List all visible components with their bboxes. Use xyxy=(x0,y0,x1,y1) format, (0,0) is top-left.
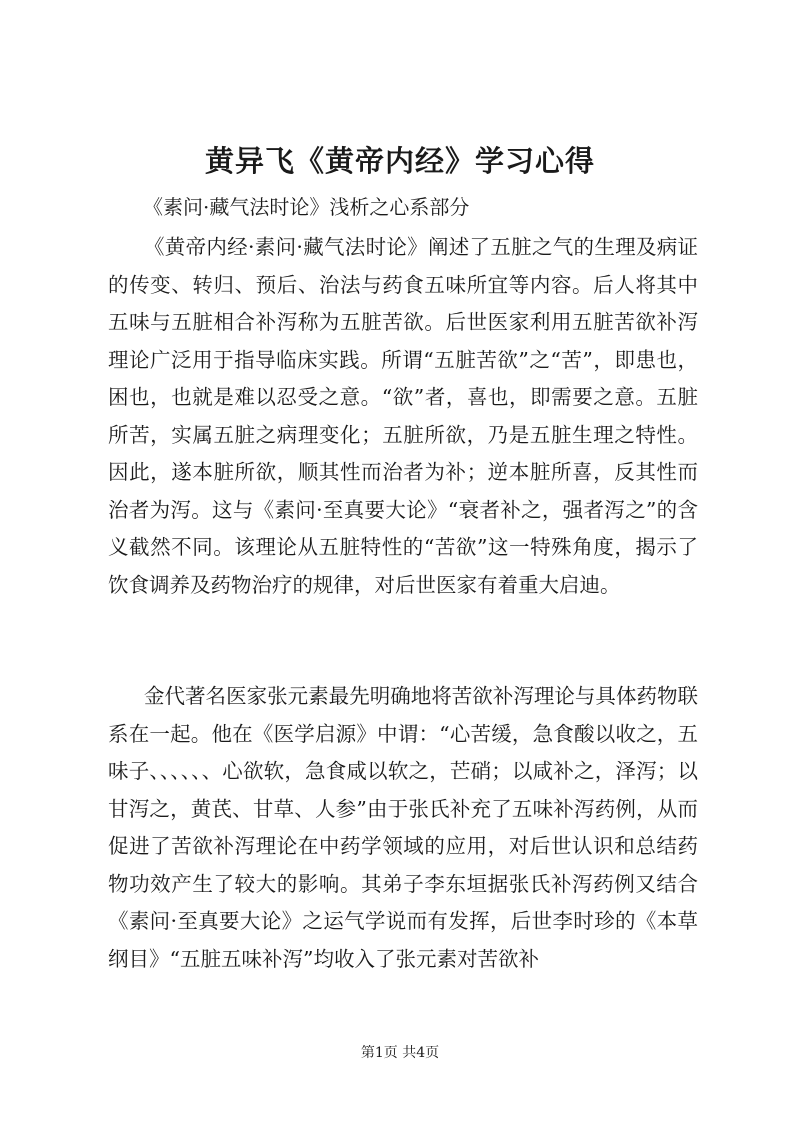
document-title: 黄异飞《黄帝内经》学习心得 xyxy=(204,144,595,178)
page-footer: 第1页 共4页 xyxy=(360,1045,440,1061)
paragraph-1: 《黄帝内经·素问·藏气法时论》阐述了五脏之气的生理及病证的传变、转归、预后、治法与药食五味所宜等内容。后人将其中五味与五脏相合补泻称为五脏苦欲。后世医家利用五脏苦欲补泻理论广泛用于指导临床实践。所谓“五脏苦欲”之“苦”，即患也，困也，也就是难以忍受之意。“欲”者，喜也，即需要之意。五脏所苦，实属五脏之病理变化；五脏所欲，乃是五脏生理之特性。因此，遂本脏所欲，顺其性而治者为补；逆本脏所喜，反其性而治者为泻。这与《素问·至真要大论》“衰者补之，强者泻之”的含义截然不同。该理论从五脏特性的“苦欲”这一特殊角度，揭示了饮食调养及药物治疗的规律，对后世医家有着重大启迪。 xyxy=(108,235,698,597)
document-subtitle: 《素问·藏气法时论》浅析之心系部分 xyxy=(143,195,470,219)
paragraph-2: 金代著名医家张元素最先明确地将苦欲补泻理论与具体药物联系在一起。他在《医学启源》中谓：“心苦缓，急食酸以收之，五味子、、、、、、心欲软，急食咸以软之，芒硝；以咸补之，泽泻；以甘泻之，黄芪、甘草、人参”由于张氏补充了五味补泻药例，从而促进了苦欲补泻理论在中药学领域的应用，对后世认识和总结药物功效产生了较大的影响。其弟子李东垣据张氏补泻药例又结合《素问·至真要大论》之运气学说而有发挥，后世李时珍的《本草纲目》“五脏五味补泻”均收入了张元素对苦欲补 xyxy=(108,684,698,971)
